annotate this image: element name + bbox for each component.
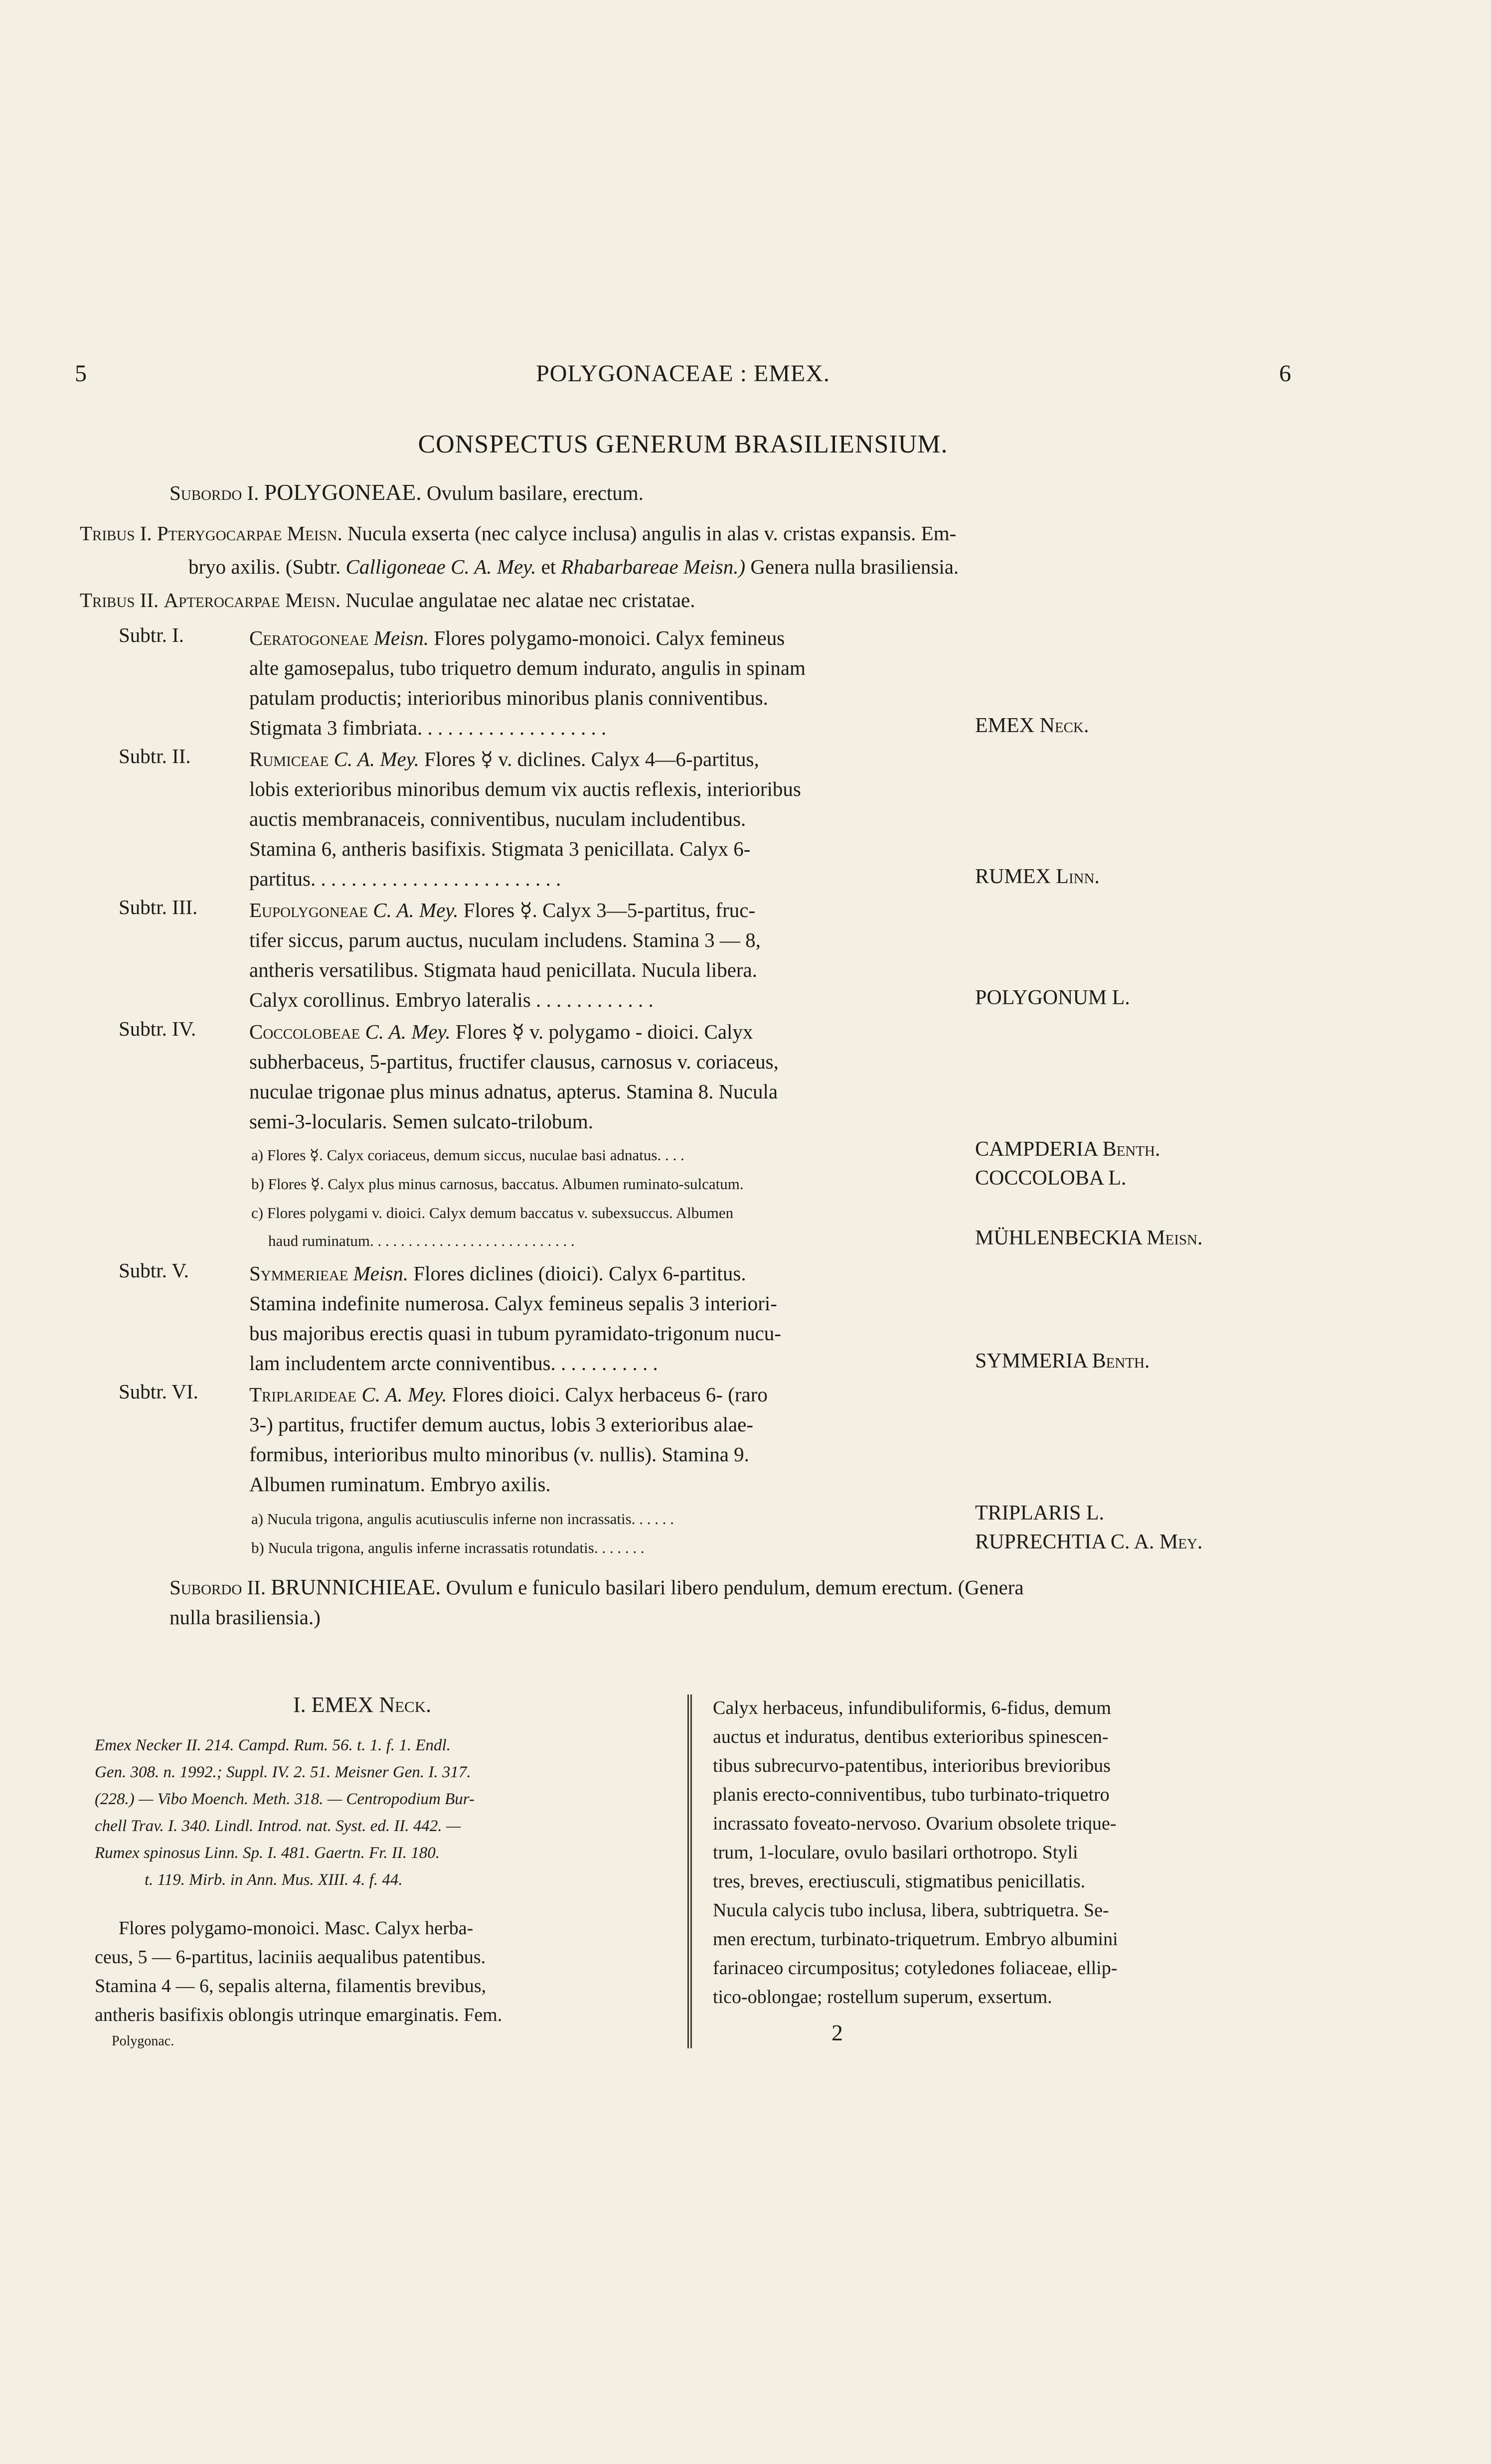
subtr-1-label: Subtr. I. — [119, 623, 184, 646]
subtr-4-key-a: a) Flores ☿. Calyx coriaceus, demum siccus, nuculae basi adnatus. . . . — [251, 1146, 684, 1164]
right-column-line-8: Nucula calycis tubo inclusa, libera, subtriquetra. Se- — [713, 1900, 1109, 1921]
reference-line-4: chell Trav. I. 340. Lindl. Introd. nat. Syst. ed. II. 442. — — [95, 1817, 461, 1835]
subtr-2-line-2: lobis exterioribus minoribus demum vix auctis reflexis, interioribus — [249, 777, 801, 800]
right-column-line-4: planis erecto-conniventibus, tubo turbinato-triquetro — [713, 1784, 1110, 1805]
subordo-2-line-1: Subordo II. BRUNNICHIEAE. Ovulum e funiculo basilari libero pendulum, demum erectum. (Genera — [169, 1575, 1024, 1599]
genus-coccoloba: COCCOLOBA L. — [975, 1167, 1127, 1190]
right-column-line-7: tres, breves, erectiusculi, stigmatibus penicillatis. — [713, 1871, 1086, 1892]
subtr-3-line-3: antheris versatilibus. Stigmata haud penicillata. Nucula libera. — [249, 958, 757, 981]
right-column-line-2: auctus et induratus, dentibus exterioribus spinescen- — [713, 1726, 1109, 1747]
right-column-line-1: Calyx herbaceus, infundibuliformis, 6-fidus, demum — [713, 1697, 1111, 1718]
right-column-line-6: trum, 1-loculare, ovulo basilari orthotropo. Styli — [713, 1842, 1078, 1863]
subordo-1: Subordo I. POLYGONEAE. Ovulum basilare, erectum. — [169, 479, 644, 505]
genus-symmeria: SYMMERIA Benth. — [975, 1350, 1150, 1373]
subtr-4-line-2: subherbaceus, 5-partitus, fructifer clausus, carnosus v. coriaceus, — [249, 1050, 779, 1073]
subtr-5-line-4: lam includentem arcte conniventibus. . . . . . . . . . . — [249, 1352, 658, 1375]
genus-campderia: CAMPDERIA Benth. — [975, 1138, 1160, 1161]
subtr-2-line-5: partitus. . . . . . . . . . . . . . . . . . . . . . . . . — [249, 867, 561, 890]
left-column-line-1: Flores polygamo-monoici. Masc. Calyx herba- — [119, 1918, 474, 1939]
sheet-number: 2 — [831, 2020, 843, 2045]
reference-line-1: Emex Necker II. 214. Campd. Rum. 56. t. 1. f. 1. Endl. — [95, 1736, 451, 1754]
subtr-2-line-3: auctis membranaceis, conniventibus, nuculam includentibus. — [249, 807, 746, 830]
subtr-4-key-b: b) Flores ☿. Calyx plus minus carnosus, baccatus. Albumen ruminato-sulcatum. — [251, 1175, 744, 1193]
subtr-5-label: Subtr. V. — [119, 1259, 189, 1282]
running-title: POLYGONACEAE : EMEX. — [536, 360, 830, 387]
subtr-1-line-4: Stigmata 3 fimbriata. . . . . . . . . . . . . . . . . . . — [249, 716, 607, 739]
subtr-2-label: Subtr. II. — [119, 745, 191, 768]
subtr-4-line-4: semi-3-locularis. Semen sulcato-trilobum. — [249, 1110, 594, 1133]
tribus-2: Tribus II. Apterocarpae Meisn. Nuculae angulatae nec alatae nec cristatae. — [80, 589, 695, 612]
subtr-6-line-3: formibus, interioribus multo minoribus (v. nullis). Stamina 9. — [249, 1443, 749, 1466]
genus-ruprechtia: RUPRECHTIA C. A. Mey. — [975, 1531, 1203, 1553]
subtr-3-line-4: Calyx corollinus. Embryo lateralis . . . . . . . . . . . . — [249, 988, 654, 1011]
subtr-1-line-3: patulam productis; interioribus minoribus planis conniventibus. — [249, 686, 768, 709]
left-column-line-3: Stamina 4 — 6, sepalis alterna, filamentis brevibus, — [95, 1976, 487, 1997]
genus-triplaris: TRIPLARIS L. — [975, 1502, 1105, 1525]
subtr-5-line-2: Stamina indefinite numerosa. Calyx femineus sepalis 3 interiori- — [249, 1292, 777, 1315]
subtr-4-key-c-2: haud ruminatum. . . . . . . . . . . . . . . . . . . . . . . . . . . — [268, 1232, 575, 1249]
subtr-2-line-1: Rumiceae C. A. Mey. Flores ☿ v. diclines. Calyx 4—6-partitus, — [249, 748, 759, 770]
right-column-line-11: tico-oblongae; rostellum superum, exsertum. — [713, 1987, 1052, 2007]
subtr-6-line-2: 3-) partitus, fructifer demum auctus, lobis 3 exterioribus alae- — [249, 1413, 754, 1436]
subordo-2-line-2: nulla brasiliensia.) — [169, 1606, 321, 1629]
right-column-line-10: farinaceo circumpositus; cotyledones foliaceae, ellip- — [713, 1958, 1118, 1979]
section-title: CONSPECTUS GENERUM BRASILIENSIUM. — [418, 430, 948, 459]
subtr-6-line-1: Triplarideae C. A. Mey. Flores dioici. Calyx herbaceus 6- (raro — [249, 1383, 768, 1406]
subtr-4-line-3: nuculae trigonae plus minus adnatus, apterus. Stamina 8. Nucula — [249, 1080, 778, 1103]
subtr-4-label: Subtr. IV. — [119, 1017, 196, 1040]
subtr-3-label: Subtr. III. — [119, 896, 198, 919]
genus-rumex: RUMEX Linn. — [975, 865, 1100, 888]
reference-line-3: (228.) — Vibo Moench. Meth. 318. — Centropodium Bur- — [95, 1790, 475, 1808]
subtr-6-key-b: b) Nucula trigona, angulis inferne incrassatis rotundatis. . . . . . . — [251, 1539, 645, 1556]
column-divider — [687, 1694, 692, 2048]
right-column-line-9: men erectum, turbinato-triquetrum. Embryo albumini — [713, 1929, 1118, 1950]
reference-line-5: Rumex spinosus Linn. Sp. I. 481. Gaertn. Fr. II. 180. — [95, 1844, 440, 1862]
signature-mark: Polygonac. — [112, 2033, 174, 2049]
subtr-6-label: Subtr. VI. — [119, 1380, 198, 1403]
subtr-5-line-3: bus majoribus erectis quasi in tubum pyramidato-trigonum nucu- — [249, 1322, 781, 1345]
left-column-line-4: antheris basifixis oblongis utrinque emarginatis. Fem. — [95, 2004, 502, 2025]
left-column-line-2: ceus, 5 — 6-partitus, laciniis aequalibus patentibus. — [95, 1947, 486, 1968]
genus-emex: EMEX Neck. — [975, 714, 1089, 737]
subtr-1-line-1: Ceratogoneae Meisn. Flores polygamo-monoici. Calyx femineus — [249, 626, 785, 649]
subtr-4-line-1: Coccolobeae C. A. Mey. Flores ☿ v. polygamo - dioici. Calyx — [249, 1020, 753, 1043]
right-column-line-5: incrassato foveato-nervoso. Ovarium obsolete trique- — [713, 1813, 1117, 1834]
subtr-3-line-2: tifer siccus, parum auctus, nuculam includens. Stamina 3 — 8, — [249, 928, 761, 951]
reference-line-2: Gen. 308. n. 1992.; Suppl. IV. 2. 51. Meisner Gen. I. 317. — [95, 1763, 471, 1781]
subtr-3-line-1: Eupolygoneae C. A. Mey. Flores ☿. Calyx 3—5-partitus, fruc- — [249, 899, 756, 922]
subtr-6-key-a: a) Nucula trigona, angulis acutiusculis inferne non incrassatis. . . . . . — [251, 1510, 674, 1528]
subtr-1-line-2: alte gamosepalus, tubo triquetro demum indurato, angulis in spinam — [249, 656, 806, 679]
genus-heading: I. EMEX Neck. — [293, 1693, 432, 1717]
running-header — [75, 360, 1291, 390]
right-column-line-3: tibus subrecurvo-patentibus, interioribus brevioribus — [713, 1755, 1111, 1776]
subtr-4-key-c-1: c) Flores polygami v. dioici. Calyx demum baccatus v. subexsuccus. Albumen — [251, 1204, 734, 1222]
subtr-5-line-1: Symmerieae Meisn. Flores diclines (dioici). Calyx 6-partitus. — [249, 1262, 746, 1285]
subtr-2-line-4: Stamina 6, antheris basifixis. Stigmata 3 penicillata. Calyx 6- — [249, 837, 751, 860]
tribus-1-line-1: Tribus I. Pterygocarpae Meisn. Nucula exserta (nec calyce inclusa) angulis in alas v. cristas expansis. Em- — [80, 522, 957, 545]
subtr-6-line-4: Albumen ruminatum. Embryo axilis. — [249, 1473, 551, 1496]
reference-line-6: t. 119. Mirb. in Ann. Mus. XIII. 4. f. 44. — [145, 1871, 403, 1889]
genus-polygonum: POLYGONUM L. — [975, 986, 1130, 1009]
tribus-1-line-2: bryo axilis. (Subtr. Calligoneae C. A. Mey. et Rhabarbareae Meisn.) Genera nulla brasiliensia. — [188, 555, 959, 578]
genus-muehlenbeckia: MÜHLENBECKIA Meisn. — [975, 1227, 1203, 1249]
page-number-right: 6 — [1279, 360, 1291, 387]
page-number-left: 5 — [75, 360, 87, 387]
